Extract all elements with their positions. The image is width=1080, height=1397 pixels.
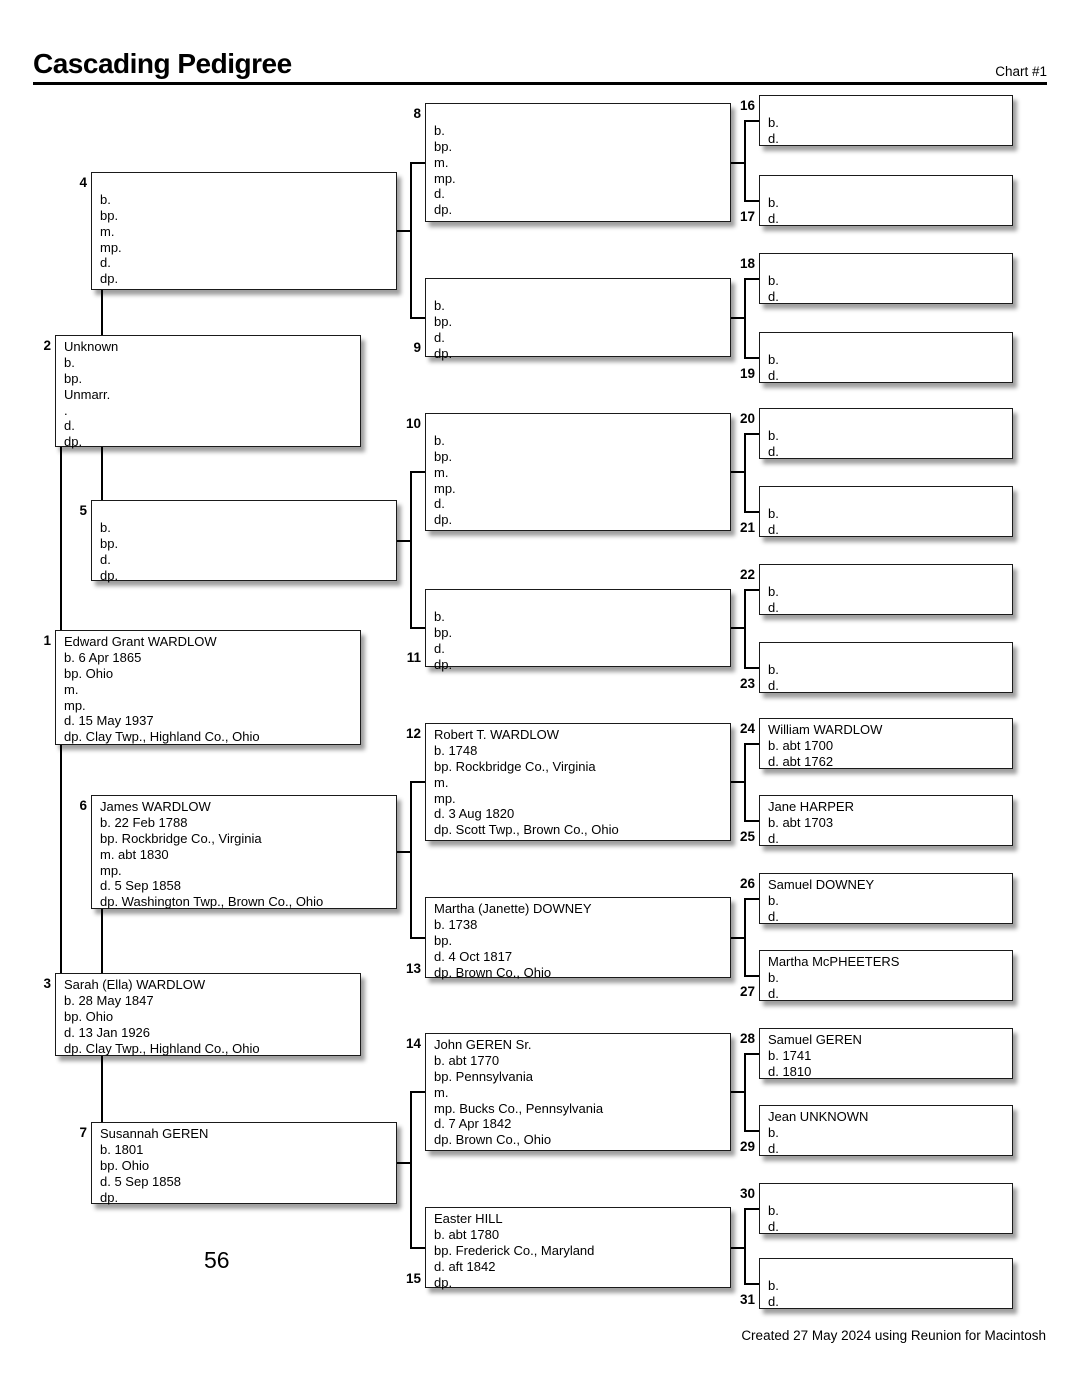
person-detail-line: bp. Ohio	[64, 1008, 114, 1024]
person-detail-line: d. abt 1762	[768, 753, 834, 769]
person-number-22: 22	[739, 567, 755, 582]
person-box-12	[425, 723, 731, 841]
person-detail-line: d. 5 Sep 1858	[100, 1173, 181, 1189]
connector-line	[60, 447, 62, 630]
person-number-9: 9	[413, 340, 421, 355]
person-name: Martha (Janette) DOWNEY	[434, 901, 592, 916]
person-box-2	[55, 335, 361, 450]
person-detail-line: d. 15 May 1937	[64, 713, 154, 729]
person-detail-line: dp.	[434, 512, 453, 528]
person-number-13: 13	[405, 961, 421, 976]
connector-line	[744, 433, 759, 435]
connector-line	[410, 317, 425, 319]
person-name: Sarah (Ella) WARDLOW	[64, 977, 206, 992]
connector-line	[744, 743, 759, 745]
connector-line	[397, 1162, 410, 1164]
page-title: Cascading Pedigree	[33, 48, 292, 79]
person-box-29	[759, 1105, 1013, 1156]
person-detail-line: b.	[100, 519, 111, 535]
person-box-5	[91, 500, 397, 581]
connector-line	[744, 1053, 746, 1132]
person-detail-line: dp.	[100, 271, 119, 287]
person-detail-line: d.	[100, 255, 111, 271]
person-box-4	[91, 172, 397, 290]
person-detail-line: b. abt 1700	[768, 737, 834, 753]
connector-line	[410, 162, 425, 164]
person-detail-line: dp. Brown Co., Ohio	[434, 1132, 552, 1148]
person-detail-line: d.	[434, 640, 445, 656]
person-box-1	[55, 630, 361, 745]
person-detail-line: bp.	[100, 207, 119, 223]
connector-line	[397, 230, 410, 232]
person-detail-line: bp. Rockbridge Co., Virginia	[434, 758, 596, 774]
person-number-6: 6	[79, 798, 87, 813]
connector-line	[744, 589, 746, 669]
person-name	[100, 504, 390, 520]
person-detail-line: d. 13 Jan 1926	[64, 1024, 151, 1040]
person-name	[768, 99, 1006, 115]
person-box-3	[55, 973, 361, 1056]
person-number-3: 3	[43, 976, 51, 991]
connector-line	[731, 937, 744, 939]
person-box-19	[759, 332, 1013, 383]
person-detail-line: mp.	[434, 790, 456, 806]
person-detail-line: b.	[768, 272, 779, 288]
person-number-8: 8	[413, 106, 421, 121]
person-detail-line: b.	[434, 608, 445, 624]
connector-line	[744, 743, 746, 822]
person-detail-line: dp.	[100, 567, 119, 583]
person-detail-line: b.	[768, 661, 779, 677]
person-detail-line: mp.	[434, 170, 456, 186]
connector-line	[744, 667, 759, 669]
person-detail-line: bp. Frederick Co., Maryland	[434, 1242, 595, 1258]
person-detail-line: dp. Scott Twp., Brown Co., Ohio	[434, 822, 619, 838]
person-box-18	[759, 253, 1013, 304]
person-detail-line: dp. Brown Co., Ohio	[434, 964, 552, 980]
person-box-15	[425, 1207, 731, 1288]
person-number-16: 16	[739, 98, 755, 113]
person-name: Martha McPHEETERS	[768, 954, 900, 969]
connector-line	[731, 471, 744, 473]
person-number-27: 27	[739, 984, 755, 999]
connector-line	[101, 909, 103, 973]
person-detail-line: d.	[768, 677, 779, 693]
person-box-13	[425, 897, 731, 978]
connector-line	[744, 1208, 746, 1285]
person-name	[768, 179, 1006, 195]
person-detail-line: b.	[768, 969, 779, 985]
person-detail-line: dp. Clay Twp., Highland Co., Ohio	[64, 729, 260, 745]
person-detail-line: d.	[768, 1218, 779, 1234]
person-detail-line: b.	[768, 1277, 779, 1293]
person-detail-line: b.	[768, 114, 779, 130]
person-number-19: 19	[739, 366, 755, 381]
person-detail-line: d.	[768, 443, 779, 459]
person-box-7	[91, 1122, 397, 1204]
person-detail-line: bp. Ohio	[100, 1157, 150, 1173]
connector-line	[60, 745, 62, 973]
person-detail-line: d.	[768, 985, 779, 1001]
person-detail-line: b.	[768, 505, 779, 521]
person-detail-line: b.	[434, 432, 445, 448]
person-detail-line: b.	[768, 892, 779, 908]
person-detail-line: b.	[768, 427, 779, 443]
person-box-14	[425, 1033, 731, 1151]
connector-line	[410, 1247, 425, 1249]
person-box-30	[759, 1183, 1013, 1234]
person-detail-line: bp.	[434, 624, 453, 640]
connector-line	[731, 317, 744, 319]
person-detail-line: d.	[768, 908, 779, 924]
connector-line	[744, 1130, 759, 1132]
person-detail-line: mp. Bucks Co., Pennsylvania	[434, 1100, 604, 1116]
connector-line	[410, 471, 425, 473]
person-box-10	[425, 413, 731, 531]
connector-line	[744, 1208, 759, 1210]
person-number-26: 26	[739, 876, 755, 891]
header-rule	[33, 82, 1047, 85]
person-number-10: 10	[405, 416, 421, 431]
person-detail-line: dp.	[434, 656, 453, 672]
person-number-25: 25	[739, 829, 755, 844]
connector-line	[731, 781, 744, 783]
person-box-16	[759, 95, 1013, 146]
connector-line	[731, 627, 744, 629]
person-detail-line: mp.	[434, 480, 456, 496]
person-detail-line: dp.	[434, 345, 453, 361]
person-name: Jean UNKNOWN	[768, 1109, 869, 1124]
footer-credit: Created 27 May 2024 using Reunion for Macintosh	[741, 1328, 1046, 1343]
person-detail-line: m.	[100, 223, 115, 239]
person-detail-line: dp.	[100, 1189, 119, 1205]
person-box-21	[759, 486, 1013, 537]
person-detail-line: d. 5 Sep 1858	[100, 878, 181, 894]
person-name	[768, 412, 1006, 428]
person-number-24: 24	[739, 721, 755, 736]
person-detail-line: Unmarr.	[64, 386, 111, 402]
person-detail-line: d.	[434, 186, 445, 202]
person-number-15: 15	[405, 1271, 421, 1286]
person-name	[100, 176, 390, 192]
connector-line	[744, 820, 759, 822]
person-name: Unknown	[64, 339, 119, 354]
person-name: James WARDLOW	[100, 799, 211, 814]
person-detail-line: dp. Clay Twp., Highland Co., Ohio	[64, 1040, 260, 1056]
person-detail-line: d.	[100, 551, 111, 567]
person-detail-line: dp.	[434, 202, 453, 218]
connector-line	[744, 120, 746, 202]
connector-line	[744, 278, 746, 359]
person-detail-line: d. aft 1842	[434, 1258, 496, 1274]
person-detail-line: m. abt 1830	[100, 846, 169, 862]
person-detail-line: b. abt 1770	[434, 1052, 500, 1068]
chart-number-label: Chart #1	[995, 64, 1047, 79]
person-name: Robert T. WARDLOW	[434, 727, 559, 742]
person-detail-line: b. abt 1780	[434, 1226, 500, 1242]
person-number-12: 12	[405, 726, 421, 741]
person-detail-line: d.	[768, 521, 779, 537]
person-detail-line: bp.	[64, 370, 83, 386]
connector-line	[744, 200, 759, 202]
person-name: John GEREN Sr.	[434, 1037, 532, 1052]
connector-line	[410, 471, 412, 629]
person-detail-line: mp.	[64, 697, 86, 713]
person-detail-line: d.	[768, 1293, 779, 1309]
person-detail-line: bp.	[434, 138, 453, 154]
connector-line	[410, 1091, 412, 1249]
person-detail-line: b.	[768, 1124, 779, 1140]
person-detail-line: m.	[434, 774, 449, 790]
person-number-17: 17	[739, 209, 755, 224]
person-name: Samuel DOWNEY	[768, 877, 875, 892]
person-detail-line: b. abt 1703	[768, 814, 834, 830]
person-detail-line: d.	[768, 130, 779, 146]
person-detail-line: b. 1748	[434, 742, 478, 758]
person-detail-line: b. 22 Feb 1788	[100, 814, 188, 830]
person-detail-line: d.	[768, 1140, 779, 1156]
person-detail-line: dp. Washington Twp., Brown Co., Ohio	[100, 894, 324, 910]
person-number-18: 18	[739, 256, 755, 271]
person-detail-line: d.	[434, 329, 445, 345]
person-detail-line: d.	[768, 599, 779, 615]
connector-line	[744, 511, 759, 513]
person-name: William WARDLOW	[768, 722, 883, 737]
person-detail-line: bp. Rockbridge Co., Virginia	[100, 830, 262, 846]
person-detail-line: b.	[768, 351, 779, 367]
person-name	[434, 282, 724, 298]
person-number-7: 7	[79, 1125, 87, 1140]
connector-line	[744, 1283, 759, 1285]
page-number: 56	[204, 1247, 230, 1273]
connector-line	[410, 781, 412, 939]
connector-line	[101, 1056, 103, 1122]
person-name	[434, 417, 724, 433]
person-detail-line: b. 28 May 1847	[64, 992, 154, 1008]
person-name	[768, 257, 1006, 273]
connector-line	[397, 540, 410, 542]
connector-line	[731, 1091, 744, 1093]
connector-line	[410, 937, 425, 939]
person-detail-line: d.	[434, 496, 445, 512]
person-detail-line: b. 1738	[434, 916, 478, 932]
connector-line	[731, 162, 744, 164]
person-number-20: 20	[739, 411, 755, 426]
person-detail-line: bp.	[434, 448, 453, 464]
person-name: Samuel GEREN	[768, 1032, 862, 1047]
person-detail-line: d.	[64, 418, 75, 434]
person-number-2: 2	[43, 338, 51, 353]
person-number-30: 30	[739, 1186, 755, 1201]
person-name	[768, 1262, 1006, 1278]
connector-line	[744, 898, 759, 900]
person-detail-line: d. 4 Oct 1817	[434, 948, 513, 964]
person-detail-line: b.	[100, 191, 111, 207]
person-name	[768, 490, 1006, 506]
person-number-23: 23	[739, 676, 755, 691]
person-detail-line: b.	[64, 354, 75, 370]
person-name	[768, 336, 1006, 352]
person-name: Easter HILL	[434, 1211, 503, 1226]
connector-line	[410, 781, 425, 783]
person-number-14: 14	[405, 1036, 421, 1051]
person-box-6	[91, 795, 397, 909]
person-detail-line: d.	[768, 367, 779, 383]
connector-line	[731, 1247, 744, 1249]
person-detail-line: dp.	[64, 434, 83, 450]
connector-line	[744, 1053, 759, 1055]
connector-line	[410, 627, 425, 629]
person-detail-line: .	[64, 402, 68, 418]
connector-line	[744, 589, 759, 591]
person-detail-line: b.	[434, 122, 445, 138]
person-number-31: 31	[739, 1292, 755, 1307]
person-detail-line: d.	[768, 210, 779, 226]
person-box-9	[425, 278, 731, 361]
person-detail-line: bp. Pennsylvania	[434, 1068, 534, 1084]
connector-line	[744, 433, 746, 513]
person-detail-line: d. 1810	[768, 1063, 812, 1079]
person-box-22	[759, 564, 1013, 615]
connector-line	[410, 162, 412, 319]
person-detail-line: d.	[768, 830, 779, 846]
person-number-29: 29	[739, 1139, 755, 1154]
connector-line	[744, 278, 759, 280]
person-detail-line: d.	[768, 288, 779, 304]
person-detail-line: b. 1801	[100, 1141, 144, 1157]
person-detail-line: bp. Ohio	[64, 665, 114, 681]
person-detail-line: b. 1741	[768, 1047, 812, 1063]
person-number-21: 21	[739, 520, 755, 535]
person-detail-line: m.	[434, 1084, 449, 1100]
person-name	[434, 107, 724, 123]
person-detail-line: dp.	[434, 1274, 453, 1290]
person-number-5: 5	[79, 503, 87, 518]
person-detail-line: mp.	[100, 862, 122, 878]
person-name: Susannah GEREN	[100, 1126, 209, 1141]
person-box-24	[759, 718, 1013, 769]
person-number-1: 1	[43, 633, 51, 648]
connector-line	[744, 120, 759, 122]
person-name: Jane HARPER	[768, 799, 854, 814]
person-detail-line: mp.	[100, 239, 122, 255]
person-detail-line: m.	[64, 681, 79, 697]
person-number-28: 28	[739, 1031, 755, 1046]
connector-line	[397, 851, 410, 853]
person-box-28	[759, 1028, 1013, 1079]
person-detail-line: b. 6 Apr 1865	[64, 649, 142, 665]
person-name	[768, 646, 1006, 662]
person-box-25	[759, 795, 1013, 846]
person-box-27	[759, 950, 1013, 1001]
person-detail-line: b.	[768, 1202, 779, 1218]
person-detail-line: d. 3 Aug 1820	[434, 806, 515, 822]
person-detail-line: bp.	[434, 932, 453, 948]
person-box-17	[759, 175, 1013, 226]
person-detail-line: m.	[434, 464, 449, 480]
connector-line	[744, 975, 759, 977]
person-name	[768, 568, 1006, 584]
person-detail-line: b.	[768, 583, 779, 599]
person-detail-line: bp.	[100, 535, 119, 551]
person-box-31	[759, 1258, 1013, 1309]
person-box-26	[759, 873, 1013, 924]
connector-line	[744, 898, 746, 977]
person-box-11	[425, 589, 731, 672]
person-detail-line: m.	[434, 154, 449, 170]
person-box-23	[759, 642, 1013, 693]
person-number-4: 4	[79, 175, 87, 190]
person-name: Edward Grant WARDLOW	[64, 634, 217, 649]
person-detail-line: b.	[434, 297, 445, 313]
person-name	[434, 593, 724, 609]
connector-line	[744, 357, 759, 359]
person-box-8	[425, 103, 731, 222]
person-box-20	[759, 408, 1013, 459]
person-detail-line: bp.	[434, 313, 453, 329]
person-detail-line: b.	[768, 194, 779, 210]
person-detail-line: d. 7 Apr 1842	[434, 1116, 512, 1132]
connector-line	[101, 290, 103, 335]
connector-line	[410, 1091, 425, 1093]
person-number-11: 11	[406, 650, 421, 665]
person-name	[768, 1187, 1006, 1203]
connector-line	[101, 447, 103, 500]
